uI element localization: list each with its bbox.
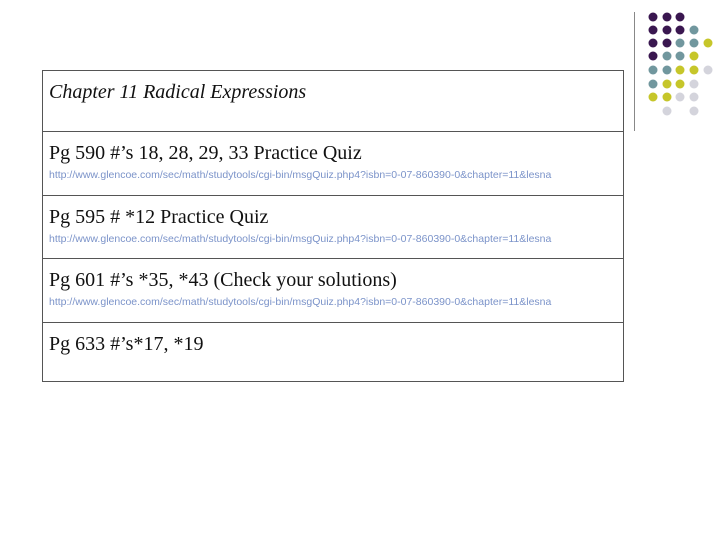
practice-quiz-link[interactable]: http://www.glencoe.com/sec/math/studytools/cgi-bin/msgQuiz.php4?isbn=0-07-860390-0&chapter=11&lesna: [49, 169, 552, 181]
dot-gray: [704, 66, 713, 75]
dot-teal: [676, 39, 685, 48]
dot-purple: [676, 13, 685, 22]
assignment-title: Pg 633 #’s*17, *19: [49, 333, 204, 355]
vertical-rule: [634, 12, 635, 131]
dot-teal: [690, 26, 699, 35]
dot-gray: [663, 107, 672, 116]
table-row: [43, 195, 623, 258]
dot-gray: [690, 80, 699, 89]
dot-teal: [690, 39, 699, 48]
assignment-table: [42, 70, 624, 382]
dot-teal: [676, 52, 685, 61]
dot-teal: [649, 66, 658, 75]
chapter-heading: Chapter 11 Radical Expressions: [49, 81, 307, 103]
table-row: [43, 258, 623, 322]
dot-olive: [690, 52, 699, 61]
dot-purple: [649, 39, 658, 48]
dot-gray: [690, 107, 699, 116]
assignment-title: Pg 590 #’s 18, 28, 29, 33 Practice Quiz: [49, 142, 362, 164]
dot-gray: [690, 93, 699, 102]
dot-olive: [690, 66, 699, 75]
dot-purple: [649, 13, 658, 22]
dot-olive: [663, 93, 672, 102]
dot-olive: [676, 66, 685, 75]
dot-olive: [663, 80, 672, 89]
practice-quiz-link[interactable]: http://www.glencoe.com/sec/math/studytools/cgi-bin/msgQuiz.php4?isbn=0-07-860390-0&chapter=11&lesna: [49, 296, 552, 308]
table-heading-row: [43, 71, 623, 131]
dot-olive: [649, 93, 658, 102]
assignment-title: Pg 601 #’s *35, *43 (Check your solutions): [49, 269, 397, 291]
dot-purple: [649, 26, 658, 35]
dot-olive: [704, 39, 713, 48]
practice-quiz-link[interactable]: http://www.glencoe.com/sec/math/studytools/cgi-bin/msgQuiz.php4?isbn=0-07-860390-0&chapter=11&lesna: [49, 233, 552, 245]
dot-purple: [663, 13, 672, 22]
dot-teal: [649, 80, 658, 89]
dot-purple: [663, 39, 672, 48]
dot-purple: [663, 26, 672, 35]
table-row: [43, 322, 623, 381]
dot-purple: [649, 52, 658, 61]
dot-teal: [663, 66, 672, 75]
dot-purple: [676, 26, 685, 35]
table-row: [43, 131, 623, 195]
dot-olive: [676, 80, 685, 89]
dot-teal: [663, 52, 672, 61]
assignment-title: Pg 595 # *12 Practice Quiz: [49, 206, 269, 228]
dot-gray: [676, 93, 685, 102]
